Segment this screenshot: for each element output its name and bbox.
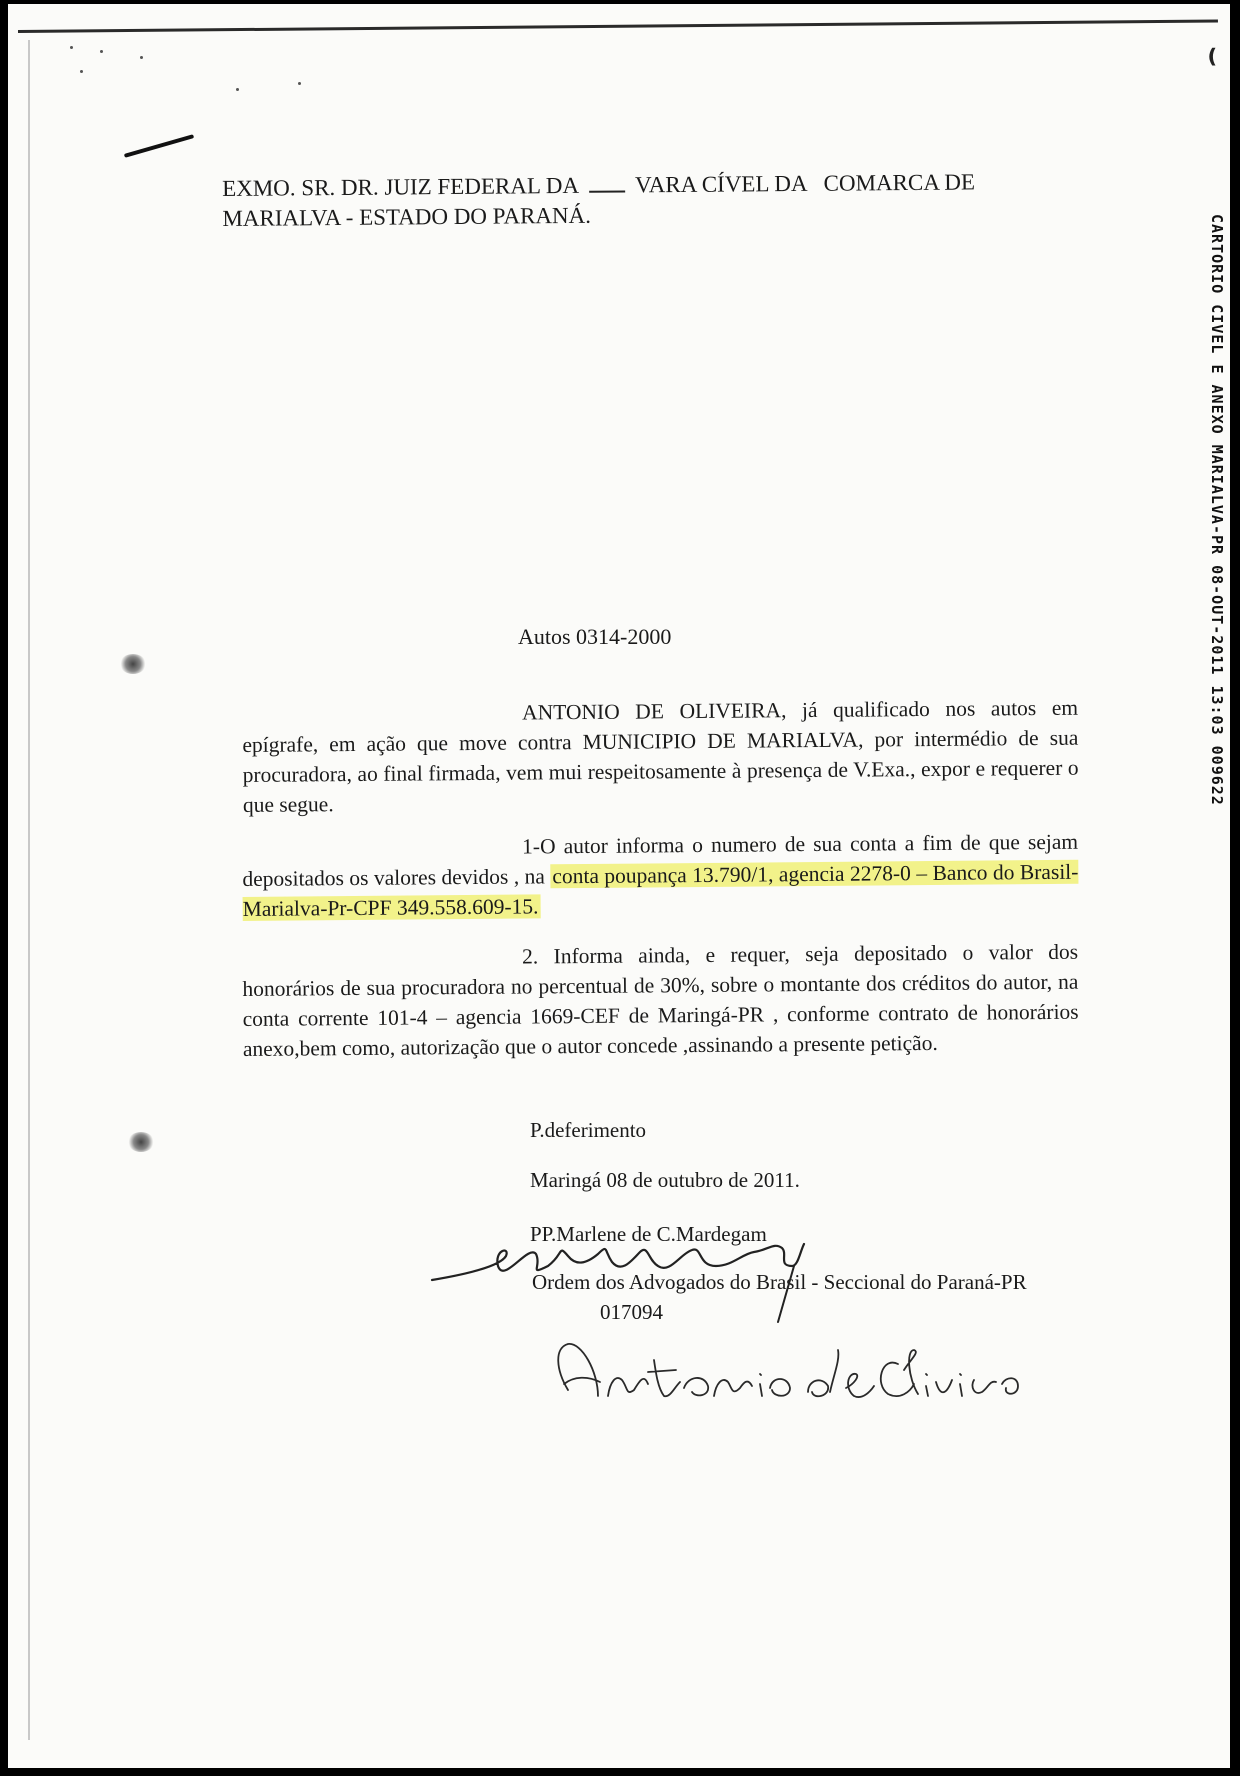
scan-speck bbox=[100, 50, 103, 53]
pen-stroke-mark bbox=[124, 134, 194, 158]
addressee-block bbox=[222, 167, 1072, 234]
scan-speck bbox=[70, 46, 73, 49]
addressee-line-2: MARIALVA - ESTADO DO PARANÁ. bbox=[222, 202, 592, 231]
highlighted-account: conta poupança 13.790/1, agencia 2278-0 – Banco do Brasil-Marialva-Pr-CPF 349.558.609-15. bbox=[242, 859, 1079, 921]
scan-speck bbox=[236, 88, 239, 91]
blank-line bbox=[589, 172, 625, 192]
item-2-text: 2. Informa ainda, e requer, seja depositado o valor dos honorários de sua procuradora no percentual de 30%, sobre o montante dos créditos do autor, na conta corrente 101-4 – agencia 1669-CEF de Maringá-PR , conforme contrato de honorários anexo,bem como, autorização que o autor concede ,assinando a presente petição. bbox=[242, 939, 1079, 1061]
top-edge-rule bbox=[18, 20, 1218, 33]
addressee-court: VARA CÍVEL DA bbox=[634, 170, 808, 198]
client-signature bbox=[558, 1344, 1018, 1397]
oab-line: Ordem dos Advogados do Brasil - Seccional do Paraná-PR bbox=[532, 1270, 1027, 1294]
punch-hole-mark bbox=[128, 1132, 154, 1152]
case-number: Autos 0314-2000 bbox=[518, 624, 672, 649]
place-date: Maringá 08 de outubro de 2011. bbox=[530, 1168, 800, 1192]
item-1-paragraph bbox=[242, 827, 1079, 924]
signer-name: PP.Marlene de C.Mardegam bbox=[530, 1222, 767, 1246]
protocol-stamp: CARTORIO CIVEL E ANEXO MARIALVA-PR 08-OUT-2011 13:03 009622 bbox=[1208, 214, 1226, 806]
scan-speck bbox=[80, 70, 83, 73]
item-1-plain: 1-O autor informa o numero de sua conta a fim de que sejam depositados os valores devidos , na bbox=[242, 829, 1079, 891]
addressee-comarca: COMARCA DE bbox=[823, 169, 976, 196]
intro-paragraph bbox=[242, 693, 1079, 820]
item-2-paragraph bbox=[242, 937, 1079, 1064]
addressee-judge: EXMO. SR. DR. JUIZ FEDERAL DA bbox=[222, 172, 580, 201]
punch-hole-mark bbox=[120, 654, 146, 674]
scan-speck bbox=[140, 56, 143, 59]
oab-number: 017094 bbox=[600, 1300, 663, 1324]
intro-text: ANTONIO DE OLIVEIRA, já qualificado nos autos em epígrafe, em ação que move contra MUNICIPIO DE MARIALVA, por intermédio de sua procuradora, ao final firmada, vem mui respeitosamente à presença de V.Exa., expor e requerer o que segue. bbox=[242, 695, 1079, 817]
item-1-text bbox=[242, 827, 1079, 924]
scan-speck bbox=[298, 82, 301, 85]
document-page bbox=[8, 4, 1230, 1768]
left-edge-rule bbox=[28, 40, 30, 1740]
corner-mark-icon: ❪ bbox=[1204, 44, 1221, 68]
deferimento: P.deferimento bbox=[530, 1118, 647, 1142]
